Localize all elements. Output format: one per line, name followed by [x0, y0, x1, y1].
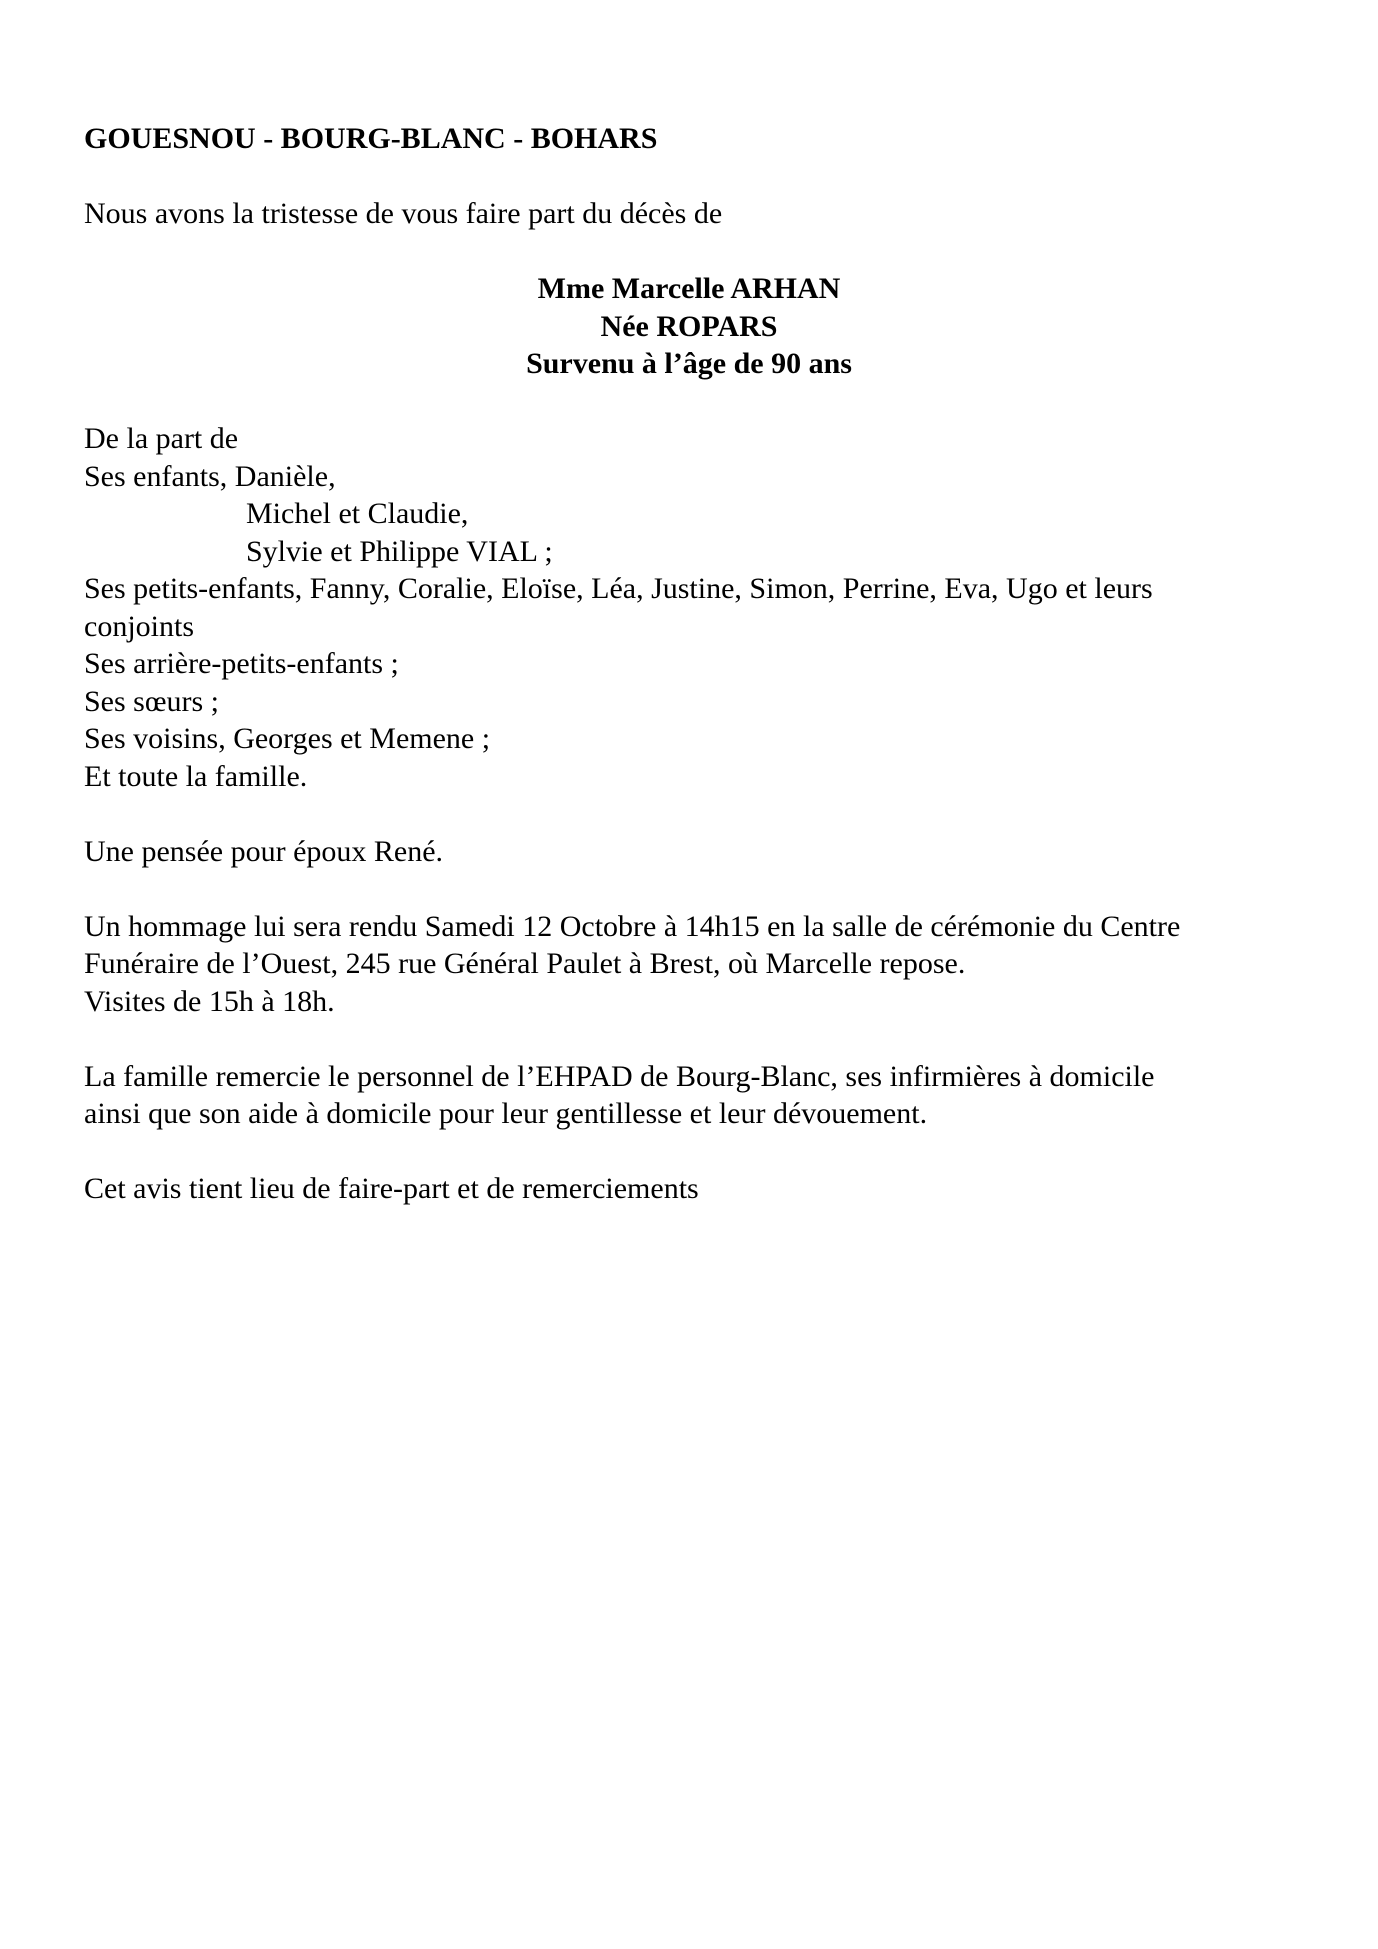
- family-children-line: Michel et Claudie,: [246, 497, 469, 530]
- spacer: [84, 158, 1294, 196]
- family-from: De la part de: [84, 422, 239, 455]
- family-children-line: Sylvie et Philippe VIAL ;: [246, 534, 553, 568]
- family-children-line: Ses enfants, Danièle,: [84, 459, 336, 493]
- family-great-grandchildren: Ses arrière-petits-enfants ;: [84, 647, 399, 680]
- ceremony-line: Un hommage lui sera rendu Samedi 12 Octobre à 14h15 en la salle de cérémonie du Centre: [84, 909, 1181, 943]
- thanks-line: La famille remercie le personnel de l’EHPAD de Bourg-Blanc, ses infirmières à domicile: [84, 1059, 1155, 1093]
- family-sisters: Ses sœurs ;: [84, 684, 220, 718]
- spacer: [84, 233, 1294, 271]
- spacer: [84, 870, 1294, 908]
- family-grandchildren-line: Ses petits-enfants, Fanny, Coralie, Eloïse, Léa, Justine, Simon, Perrine, Eva, Ugo et leurs: [84, 572, 1153, 605]
- deceased-birth-name: Née ROPARS: [600, 309, 778, 343]
- spacer: [84, 1020, 1294, 1058]
- spacer: [84, 1133, 1294, 1171]
- obituary-notice: [84, 120, 1294, 1208]
- family-neighbors: Ses voisins, Georges et Memene ;: [84, 722, 491, 755]
- thought-text: Une pensée pour époux René.: [84, 834, 444, 868]
- thanks-line: ainsi que son aide à domicile pour leur gentillesse et leur dévouement.: [84, 1097, 928, 1130]
- deceased-name: Mme Marcelle ARHAN: [537, 272, 841, 305]
- spacer: [84, 383, 1294, 421]
- ceremony-line: Funéraire de l’Ouest, 245 rue Général Paulet à Brest, où Marcelle repose.: [84, 947, 966, 980]
- deceased-age: Survenu à l’âge de 90 ans: [526, 347, 852, 380]
- family-all: Et toute la famille.: [84, 759, 308, 793]
- family-grandchildren-line: conjoints: [84, 609, 194, 643]
- notice-header: GOUESNOU - BOURG-BLANC - BOHARS: [84, 122, 658, 155]
- intro-text: Nous avons la tristesse de vous faire part du décès de: [84, 197, 723, 230]
- spacer: [84, 795, 1294, 833]
- closing-text: Cet avis tient lieu de faire-part et de remerciements: [84, 1172, 699, 1205]
- ceremony-line: Visites de 15h à 18h.: [84, 984, 335, 1018]
